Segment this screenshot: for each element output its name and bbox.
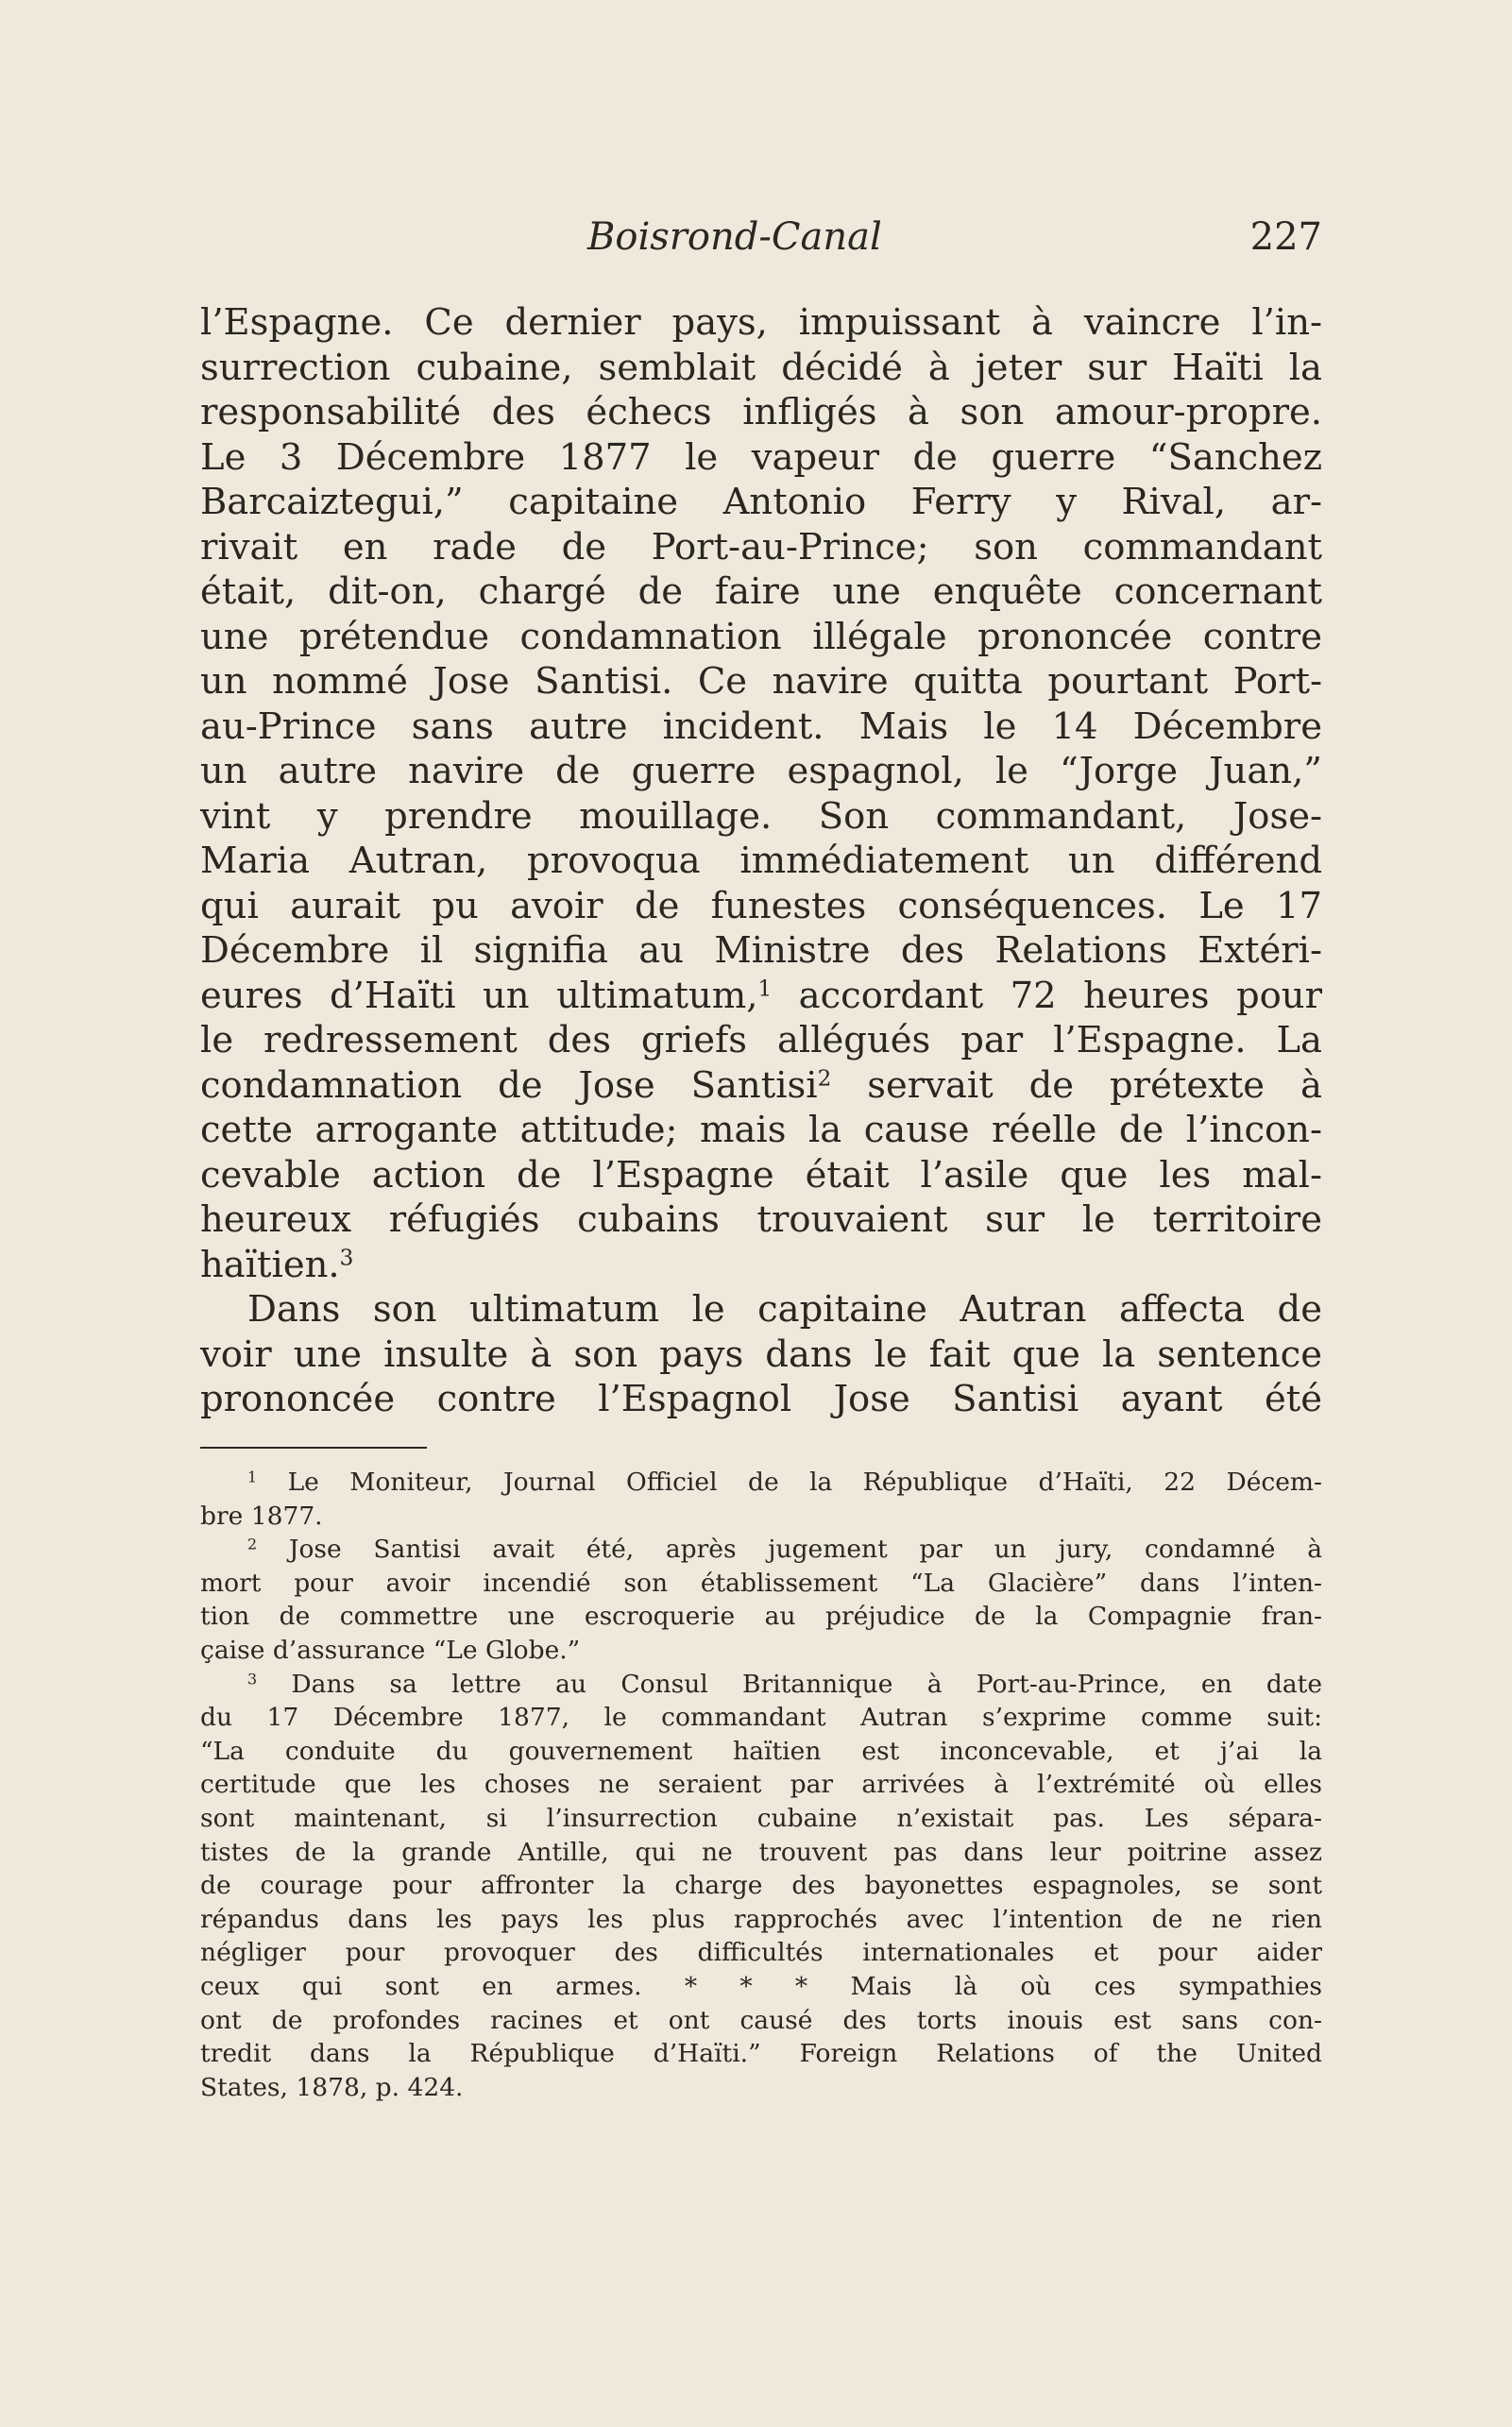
- text-line: heureux réfugiés cubains trouvaient sur le territoire: [200, 1198, 1322, 1241]
- text-line: un nommé Jose Santisi. Ce navire quitta pourtant Port-: [200, 660, 1322, 703]
- text-line: [200, 1063, 1322, 1109]
- text-line: Maria Autran, provoqua immédiatement un différend: [200, 840, 1322, 882]
- footnote-line: çaise d’assurance “Le Globe.”: [200, 1635, 581, 1665]
- footnote-line: négliger pour provoquer des difficultés internationales et pour aider: [200, 1938, 1322, 1968]
- footnote-mark-1: 1: [247, 1468, 258, 1486]
- footnote-line: bre 1877.: [200, 1501, 323, 1531]
- text-line: au-Prince sans autre incident. Mais le 14 Décembre: [200, 704, 1322, 748]
- text-segment: haïtien.: [200, 1243, 340, 1286]
- chapter-title: Boisrond-Canal: [587, 215, 882, 259]
- footnote-line: tion de commettre une escroquerie au préjudice de la Compagnie fran-: [200, 1602, 1322, 1632]
- footnote-line: [200, 1668, 1322, 1702]
- text-segment: Dans sa lettre au Consul Britannique à Port-au-Prince, en date: [257, 1669, 1322, 1699]
- footnote-mark-2: 2: [247, 1535, 258, 1553]
- footnote-line: tistes de la grande Antille, qui ne trouvent pas dans leur poitrine assez: [200, 1837, 1322, 1867]
- text-segment: condamnation de Jose Santisi: [200, 1063, 818, 1107]
- footnote-line: “La conduite du gouvernement haïtien est inconcevable, et j’ai la: [200, 1736, 1322, 1766]
- footnote-mark-3: 3: [247, 1669, 258, 1688]
- text-line: une prétendue condamnation illégale prononcée contre: [200, 615, 1322, 658]
- footnote-line: ont de profondes racines et ont causé des torts inouis est sans con-: [200, 2005, 1322, 2035]
- text-line: Décembre il signifia au Ministre des Relations Extéri-: [200, 929, 1322, 972]
- footnote-line: tredit dans la République d’Haïti.” Foreign Relations of the United: [200, 2039, 1322, 2069]
- footnote-ref-1: 1: [757, 976, 773, 1001]
- text-segment: servait de prétexte à: [831, 1063, 1322, 1107]
- footnote-line: répandus dans les pays les plus rapprochés avec l’intention de ne rien: [200, 1904, 1322, 1934]
- text-segment: accordant 72 heures pour: [772, 974, 1322, 1017]
- main-text: [200, 300, 1322, 1422]
- text-line: vint y prendre mouillage. Son commandant, Jose-: [200, 794, 1322, 838]
- footnotes: [200, 1466, 1322, 2104]
- text-line: Le 3 Décembre 1877 le vapeur de guerre “Sanchez: [200, 435, 1322, 479]
- text-line: rivait en rade de Port-au-Prince; son commandant: [200, 525, 1322, 569]
- footnote-line: du 17 Décembre 1877, le commandant Autran s’exprime comme suit:: [200, 1703, 1322, 1733]
- footnote-line: certitude que les choses ne seraient par arrivées à l’extrémité où elles: [200, 1770, 1322, 1800]
- footnote-line: mort pour avoir incendié son établissement “La Glacière” dans l’inten-: [200, 1568, 1322, 1598]
- text-line: [200, 974, 1322, 1019]
- text-segment: Le Moniteur, Journal Officiel de la République d’Haïti, 22 Décem-: [257, 1468, 1322, 1497]
- footnote-line: sont maintenant, si l’insurrection cubaine n’existait pas. Les sépara-: [200, 1803, 1322, 1833]
- text-line: surrection cubaine, semblait décidé à jeter sur Haïti la: [200, 346, 1322, 389]
- text-line: était, dit-on, chargé de faire une enquête concernant: [200, 570, 1322, 613]
- text-line: qui aurait pu avoir de funestes conséquences. Le 17: [200, 884, 1322, 927]
- text-line: responsabilité des échecs infligés à son amour-propre.: [200, 391, 1322, 433]
- text-line: le redressement des griefs allégués par l’Espagne. La: [200, 1019, 1322, 1061]
- footnote-line: [200, 1533, 1322, 1567]
- text-line: voir une insulte à son pays dans le fait que la sentence: [200, 1332, 1322, 1376]
- footnote-line: States, 1878, p. 424.: [200, 2072, 464, 2102]
- footnote-line: de courage pour affronter la charge des bayonettes espagnoles, se sont: [200, 1871, 1322, 1901]
- text-line: [200, 1243, 1322, 1288]
- text-segment: Jose Santisi avait été, après jugement par un jury, condamné à: [257, 1535, 1322, 1565]
- text-line: cette arrogante attitude; mais la cause réelle de l’incon-: [200, 1109, 1322, 1151]
- footnote-line: [200, 1466, 1322, 1500]
- running-head: [200, 215, 1322, 272]
- page-number: 227: [1249, 215, 1322, 259]
- footnote-ref-3: 3: [339, 1245, 354, 1270]
- text-line: prononcée contre l’Espagnol Jose Santisi ayant été: [200, 1378, 1322, 1420]
- footnote-ref-2: 2: [817, 1065, 832, 1091]
- text-line: cevable action de l’Espagne était l’asile que les mal-: [200, 1153, 1322, 1197]
- footnote-line: ceux qui sont en armes. * * * Mais là où ces sympathies: [200, 1971, 1322, 2001]
- text-line: l’Espagne. Ce dernier pays, impuissant à vaincre l’in-: [200, 301, 1322, 344]
- text-line: Dans son ultimatum le capitaine Autran affecta de: [247, 1288, 1322, 1331]
- footnote-divider: [200, 1447, 427, 1449]
- text-line: Barcaiztegui,” capitaine Antonio Ferry y Rival, ar-: [200, 481, 1322, 523]
- text-segment: eures d’Haïti un ultimatum,: [200, 974, 758, 1017]
- text-line: un autre navire de guerre espagnol, le “Jorge Juan,”: [200, 750, 1322, 792]
